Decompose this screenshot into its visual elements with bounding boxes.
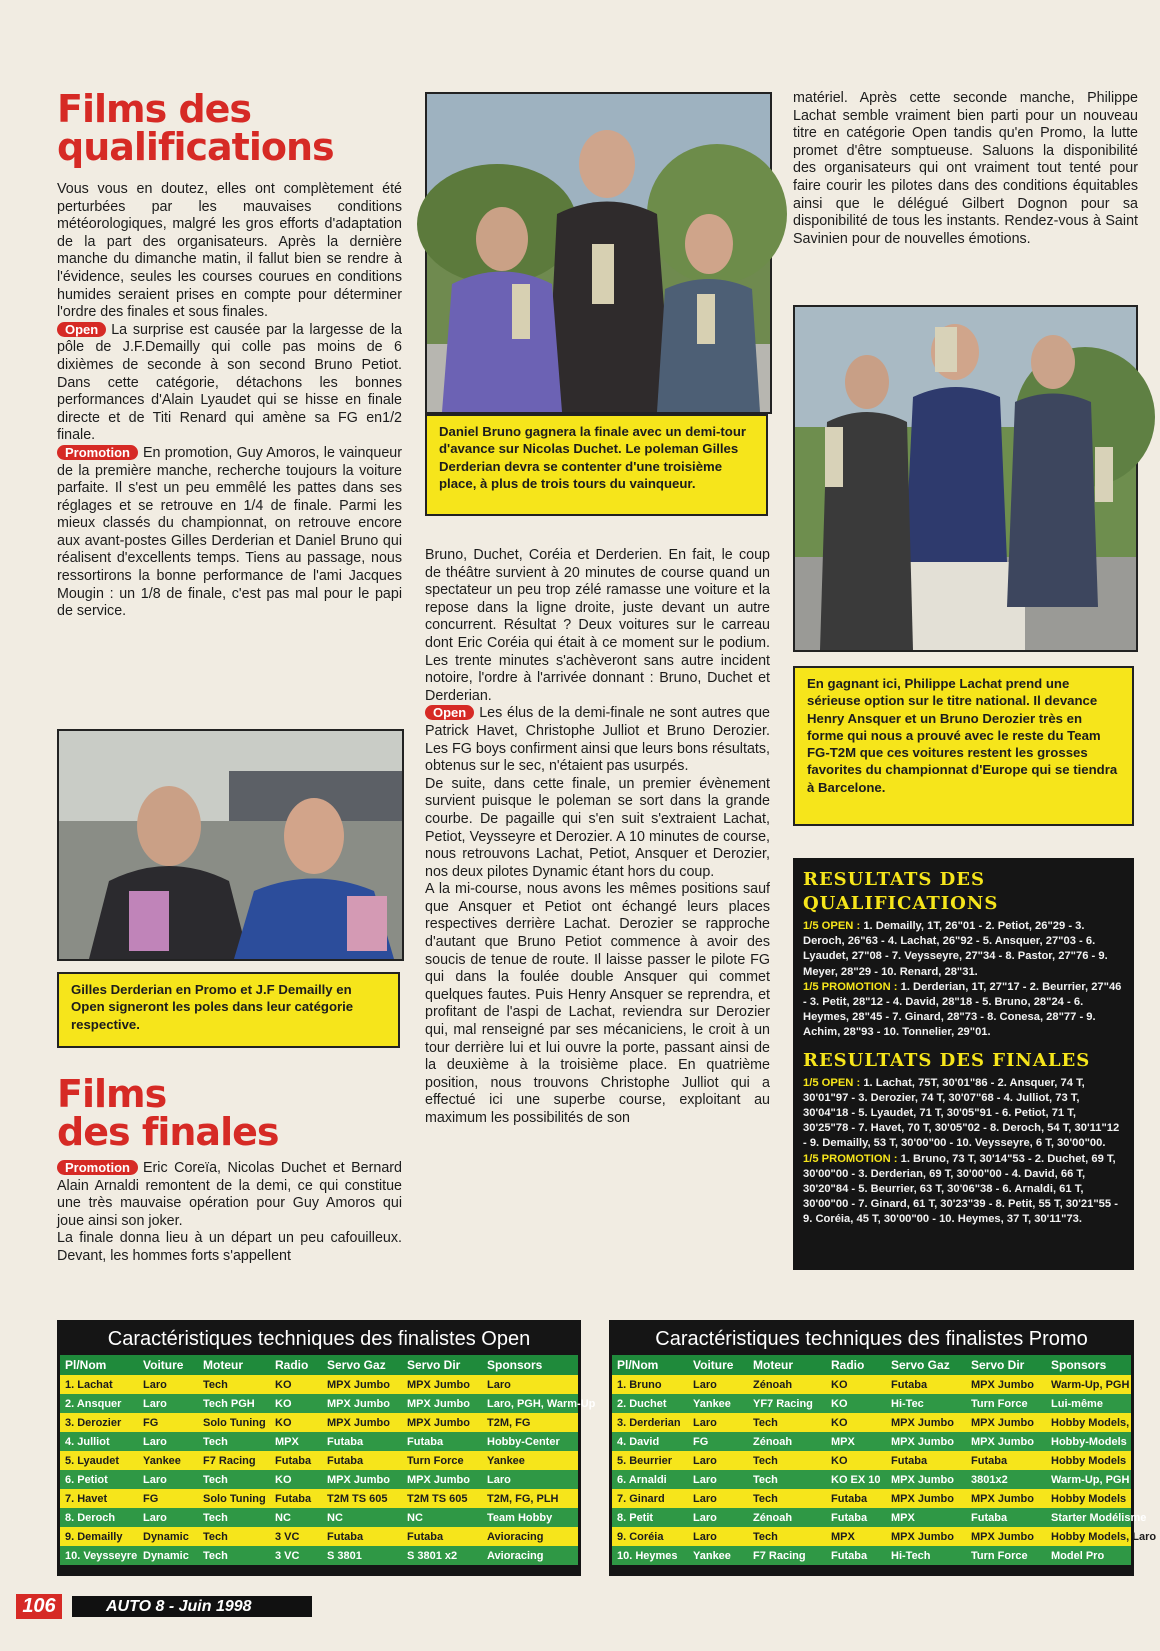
table-cell: Laro <box>138 1508 198 1527</box>
table-cell: 4. David <box>612 1432 688 1451</box>
table-cell: Laro <box>482 1375 578 1394</box>
table-row <box>60 1375 578 1394</box>
table-cell: S 3801 <box>322 1546 402 1565</box>
table-cell: Tech <box>198 1527 270 1546</box>
right-text <box>793 90 1138 248</box>
table-cell: KO EX 10 <box>826 1470 886 1489</box>
column-header: Moteur <box>748 1355 826 1375</box>
open-tag: Open <box>425 705 474 720</box>
table-cell: Yankee <box>138 1451 198 1470</box>
table-cell: KO <box>270 1375 322 1394</box>
promotion-tag: Promotion <box>57 445 138 460</box>
paragraph: Promotion En promotion, Guy Amoros, le vainqueur de la première manche, recherche toujours la voiture parfaite. Il s'est un peu emmêlé les pattes dans ses réglages et se retrouve en 1/4 de finale. Parmi les mieux classés du championnat, on retrouve encore aux avant-postes Gilles Derderian et Daniel Bruno qui réalisent d'excellents temps. Tiens au passage, nous ressortirons la bonne performance de l'ami Jacques Mougin : un 1/8 de finale, c'est pas mal pour le papi de service. <box>57 444 402 620</box>
paragraph: Open Les élus de la demi-finale ne sont autres que Patrick Havet, Christophe Julliot et Bruno Derozier. Les FG boys confirment ainsi que leurs bons résultats, obtenus sur le sec, n'étaient pas usurpés. <box>425 705 770 775</box>
caption-left: Gilles Derderian en Promo et J.F Demailly en Open signeront les poles dans leur catégorie respective. <box>57 972 400 1048</box>
table-cell: MPX Jumbo <box>886 1527 966 1546</box>
paragraph: La finale donna lieu à un départ un peu cafouilleux. Devant, les hommes forts s'appellent <box>57 1230 402 1264</box>
table-cell: 9. Demailly <box>60 1527 138 1546</box>
table-row <box>60 1489 578 1508</box>
table-row <box>60 1451 578 1470</box>
table-cell: Futaba <box>966 1451 1046 1470</box>
table-cell: KO <box>270 1470 322 1489</box>
table-cell: MPX Jumbo <box>886 1432 966 1451</box>
table-cell: 10. Heymes <box>612 1546 688 1565</box>
table-cell: 3. Derozier <box>60 1413 138 1432</box>
table-cell: 3801x2 <box>966 1470 1046 1489</box>
table-cell: Futaba <box>886 1451 966 1470</box>
table-cell: Tech <box>198 1375 270 1394</box>
table-cell: Hobby Models <box>1046 1451 1131 1470</box>
results-open-qual: 1/5 OPEN : 1. Demailly, 1T, 26"01 - 2. Petiot, 26"29 - 3. Deroch, 26"63 - 4. Lachat, 26"92 - 5. Ansquer, 27"03 - 6. Lyaudet, 27"08 - 7. Veysseyre, 27"34 - 8. Pastor, 27"76 - 9. Meyer, 28"29 - 10. Renard, 28"31. <box>803 920 1108 978</box>
table-row <box>60 1470 578 1489</box>
table-cell: KO <box>270 1413 322 1432</box>
middle-text <box>425 547 770 1128</box>
promotion-tag: Promotion <box>57 1160 138 1175</box>
column-header: Voiture <box>138 1355 198 1375</box>
table-row <box>612 1527 1131 1546</box>
table-cell: Tech <box>198 1470 270 1489</box>
table-cell: Warm-Up, PGH <box>1046 1375 1131 1394</box>
table-row <box>612 1432 1131 1451</box>
table-cell: KO <box>826 1375 886 1394</box>
table-cell: Tech <box>198 1432 270 1451</box>
table-cell: Zénoah <box>748 1508 826 1527</box>
table-cell: Dynamic <box>138 1527 198 1546</box>
table-cell: 5. Lyaudet <box>60 1451 138 1470</box>
table-cell: MPX Jumbo <box>322 1394 402 1413</box>
table-cell: Laro <box>138 1394 198 1413</box>
table-cell: Futaba <box>402 1432 482 1451</box>
table-cell: MPX Jumbo <box>966 1527 1046 1546</box>
table-cell: Futaba <box>826 1508 886 1527</box>
table-cell: 3 VC <box>270 1546 322 1565</box>
finales-text <box>57 1160 402 1266</box>
paragraph: A la mi-course, nous avons les mêmes positions sauf que Ansquer et Petiot ont échangé leurs places respectives derrière Lachat. Derozier se rapproche d'autant que Bruno Petiot commence à avoir des soucis de tenue de route. Il laisse passer le pilote FG qui dans la foulée double Ansquer qui commet quelques fautes. Puis Henry Ansquer se reprendra, et profitant de l'aspi de Lachat, reviendra sur Derozier qui, mal renseigné par ses mécaniciens, le croit à un tour derrière lui et lui ouvre la porte, passant ainsi de la deuxième à la troisième place. En quatrième position, nous trouvons Christophe Julliot qui a effectué ici une superbe course, exploitant au maximum les possibilités de son <box>425 881 770 1126</box>
qualifications-text <box>57 181 402 621</box>
table-row <box>612 1508 1131 1527</box>
table-cell: Model Pro <box>1046 1546 1131 1565</box>
table-cell: Yankee <box>688 1546 748 1565</box>
table-cell: 7. Ginard <box>612 1489 688 1508</box>
table-cell: Futaba <box>966 1508 1046 1527</box>
caption-middle: Daniel Bruno gagnera la finale avec un demi-tour d'avance sur Nicolas Duchet. Le poleman Gilles Derderian devra se contenter d'une troisième place, à plus de trois tours du vainqueur. <box>425 414 768 516</box>
table-cell: YF7 Racing <box>748 1394 826 1413</box>
table-cell: MPX Jumbo <box>966 1432 1046 1451</box>
table-cell: MPX Jumbo <box>966 1413 1046 1432</box>
table-row <box>60 1432 578 1451</box>
results-promo-qual: 1/5 PROMOTION : 1. Derderian, 1T, 27"17 - 2. Beurrier, 27"46 - 3. Petit, 28"12 - 4. David, 28"18 - 5. Bruno, 28"24 - 6. Heymes, 28"45 - 7. Ginard, 28"73 - 8. Conesa, 28"77 - 9. Achim, 28"93 - 10. Tonnelier, 29"01. <box>803 980 1122 1039</box>
table-row <box>60 1394 578 1413</box>
table-cell: MPX Jumbo <box>402 1394 482 1413</box>
table-cell: Avioracing <box>482 1527 578 1546</box>
table-cell: MPX Jumbo <box>402 1375 482 1394</box>
results-promo-final: 1/5 PROMOTION : 1. Bruno, 73 T, 30'14"53 - 2. Duchet, 69 T, 30'00"00 - 3. Derderian, 69 T, 30'00"00 - 4. David, 66 T, 30'20"84 - 5. Beurrier, 63 T, 30'06"38 - 6. Arnaldi, 61 T, 30'00"00 - 7. Ginard, 61 T, 30'23"39 - 8. Petit, 55 T, 30'21"55 - 9. Coréia, 45 T, 30'00"00 - 10. Heymes, 37 T, 30'11"73. <box>803 1152 1118 1226</box>
table-open-grid <box>60 1355 596 1565</box>
table-row <box>612 1451 1131 1470</box>
table-cell: Futaba <box>270 1451 322 1470</box>
table-cell: Lui-même <box>1046 1394 1131 1413</box>
column-header: Moteur <box>198 1355 270 1375</box>
table-cell: Tech <box>748 1489 826 1508</box>
table-cell: T2M TS 605 <box>402 1489 482 1508</box>
table-cell: MPX Jumbo <box>322 1375 402 1394</box>
table-cell: Laro <box>482 1470 578 1489</box>
table-cell: Tech <box>748 1470 826 1489</box>
table-cell: Futaba <box>322 1451 402 1470</box>
table-open <box>57 1320 596 1576</box>
table-cell: Laro <box>688 1451 748 1470</box>
table-cell: 2. Ansquer <box>60 1394 138 1413</box>
table-cell: Avioracing <box>482 1546 578 1565</box>
table-cell: Zénoah <box>748 1375 826 1394</box>
table-cell: MPX Jumbo <box>322 1413 402 1432</box>
qualifications-title: Films des qualifications <box>57 87 334 169</box>
table-cell: Team Hobby <box>482 1508 578 1527</box>
table-cell: KO <box>826 1413 886 1432</box>
column-header: Pl/Nom <box>612 1355 688 1375</box>
table-cell: Tech PGH <box>198 1394 270 1413</box>
table-cell: FG <box>138 1489 198 1508</box>
table-cell: MPX Jumbo <box>402 1470 482 1489</box>
table-cell: Futaba <box>402 1527 482 1546</box>
table-cell: Futaba <box>270 1489 322 1508</box>
table-cell: Futaba <box>826 1546 886 1565</box>
paragraph: matériel. Après cette seconde manche, Philippe Lachat semble vraiment bien parti pour un nouveau titre en catégorie Open tandis qu'en Promo, la lutte promet d'être somptueuse. Saluons la disponibilité des organisateurs qui ont vraiment tout tenté pour faire courir les pilotes dans des conditions équitables ainsi que le délégué Gilbert Dognon pour sa disponibilité de tous les instants. Rendez-vous à Saint Savinien pour de nouvelles émotions. <box>793 90 1138 247</box>
table-row <box>612 1375 1131 1394</box>
paragraph: Promotion Eric Coreïa, Nicolas Duchet et Bernard Alain Arnaldi remontent de la demi, ce qui constitue une très mauvaise opération pour Guy Amoros qui joue ainsi son joker. <box>57 1160 402 1229</box>
table-cell: Laro <box>138 1432 198 1451</box>
table-cell: MPX Jumbo <box>886 1413 966 1432</box>
finales-title: Films des finales <box>57 1072 279 1154</box>
photo-podium-promo <box>425 92 772 414</box>
column-header: Servo Dir <box>966 1355 1046 1375</box>
table-promo <box>609 1320 1157 1576</box>
table-cell: 3. Derderian <box>612 1413 688 1432</box>
table-cell: Yankee <box>688 1394 748 1413</box>
table-cell: 10. Veysseyre <box>60 1546 138 1565</box>
table-row <box>60 1508 578 1527</box>
table-cell: Laro <box>688 1508 748 1527</box>
table-cell: Hobby Models <box>1046 1489 1131 1508</box>
table-cell: NC <box>270 1508 322 1527</box>
table-cell: T2M, FG <box>482 1413 578 1432</box>
paragraph: Bruno, Duchet, Coréia et Derderien. En fait, le coup de théâtre survient à 20 minutes de course quand un spectateur un peu trop zélé ramasse une voiture et la repose dans la ligne droite, juste devant un autre concurrent. Résultat ? Deux voitures sur le carreau dont Eric Coréia qui était à ce moment sur le podium. Les trente minutes s'achèveront sans autre incident notoire, l'ordre à l'arrivée donnant : Bruno, Duchet et Derderian. <box>425 547 770 704</box>
open-tag: Open <box>57 322 106 337</box>
table-row <box>612 1489 1131 1508</box>
table-cell: 5. Beurrier <box>612 1451 688 1470</box>
table-row <box>60 1413 578 1432</box>
table-cell: Laro <box>688 1470 748 1489</box>
table-cell: MPX Jumbo <box>322 1470 402 1489</box>
table-cell: 7. Havet <box>60 1489 138 1508</box>
table-cell: Solo Tuning <box>198 1413 270 1432</box>
table-cell: Laro <box>688 1527 748 1546</box>
paragraph: Vous vous en doutez, elles ont complètement été perturbées par les mauvaises conditions météorologiques, malgré les gros efforts d'adaptation de la part des organisateurs. Après la dernière manche du dimanche matin, il fallut bien se rendre à l'évidence, seules les courses courues en conditions humides seraient prises en compte pour déterminer l'ordre des finales et sous finales. <box>57 181 402 321</box>
table-cell: 1. Lachat <box>60 1375 138 1394</box>
page-number: 106 <box>16 1594 62 1619</box>
table-cell: Hi-Tech <box>886 1546 966 1565</box>
table-cell: S 3801 x2 <box>402 1546 482 1565</box>
table-cell: Futaba <box>322 1432 402 1451</box>
table-cell: MPX Jumbo <box>966 1489 1046 1508</box>
column-header: Radio <box>270 1355 322 1375</box>
column-header: Radio <box>826 1355 886 1375</box>
table-row <box>60 1527 578 1546</box>
table-cell: 8. Petit <box>612 1508 688 1527</box>
table-cell: Yankee <box>482 1451 578 1470</box>
table-cell: Hobby Models, <box>1046 1413 1131 1432</box>
table-cell: Solo Tuning <box>198 1489 270 1508</box>
column-header: Servo Dir <box>402 1355 482 1375</box>
column-header: Sponsors <box>1046 1355 1131 1375</box>
table-cell: Turn Force <box>966 1546 1046 1565</box>
table-cell: Laro <box>138 1470 198 1489</box>
table-cell: Turn Force <box>402 1451 482 1470</box>
table-cell: 8. Deroch <box>60 1508 138 1527</box>
table-cell: Laro <box>688 1413 748 1432</box>
column-header: Voiture <box>688 1355 748 1375</box>
paragraph: De suite, dans cette finale, un premier évènement survient puisque le poleman se sort dans la grande courbe. De pagaille qui s'en suit s'extraient Lachat, Petiot, Veysseyre et Derozier. A 10 minutes de course, nous retrouvons Lachat, Petiot, Ansquer et Derozier, nos deux pilotes Dynamic étant hors du coup. <box>425 775 770 880</box>
table-cell: Starter Modélisme <box>1046 1508 1131 1527</box>
photo-derderian-demailly <box>57 729 404 961</box>
table-cell: NC <box>322 1508 402 1527</box>
table-cell: Tech <box>198 1546 270 1565</box>
table-cell: MPX <box>826 1432 886 1451</box>
photo-podium-open <box>793 305 1138 652</box>
table-cell: Laro <box>688 1375 748 1394</box>
column-header: Sponsors <box>482 1355 578 1375</box>
table-cell: F7 Racing <box>198 1451 270 1470</box>
table-cell: Tech <box>748 1527 826 1546</box>
table-cell: MPX <box>826 1527 886 1546</box>
table-promo-title: Caractéristiques techniques des finalistes Promo <box>655 1328 1088 1350</box>
table-cell: 6. Petiot <box>60 1470 138 1489</box>
table-cell: Turn Force <box>966 1394 1046 1413</box>
table-cell: KO <box>826 1451 886 1470</box>
table-row <box>612 1470 1131 1489</box>
table-cell: Zénoah <box>748 1432 826 1451</box>
table-cell: Tech <box>748 1451 826 1470</box>
qualifications-results-title: RESULTATS DES QUALIFICATIONS <box>803 869 999 914</box>
table-cell: Hobby-Models <box>1046 1432 1131 1451</box>
table-cell: Futaba <box>886 1375 966 1394</box>
table-cell: MPX <box>270 1432 322 1451</box>
table-cell: Warm-Up, PGH <box>1046 1470 1131 1489</box>
table-cell: 3 VC <box>270 1527 322 1546</box>
table-cell: Tech <box>198 1508 270 1527</box>
table-cell: Hi-Tec <box>886 1394 966 1413</box>
column-header: Servo Gaz <box>322 1355 402 1375</box>
table-cell: Futaba <box>322 1527 402 1546</box>
results-box <box>793 858 1134 1270</box>
finals-results-title: RESULTATS DES FINALES <box>803 1049 1091 1071</box>
column-header: Servo Gaz <box>886 1355 966 1375</box>
table-promo-grid <box>612 1355 1157 1565</box>
table-cell: KO <box>270 1394 322 1413</box>
table-cell: Futaba <box>826 1489 886 1508</box>
table-cell: F7 Racing <box>748 1546 826 1565</box>
table-row <box>60 1546 578 1565</box>
table-cell: MPX Jumbo <box>886 1470 966 1489</box>
table-cell: 9. Coréia <box>612 1527 688 1546</box>
table-cell: MPX Jumbo <box>402 1413 482 1432</box>
table-cell: 4. Julliot <box>60 1432 138 1451</box>
table-cell: FG <box>138 1413 198 1432</box>
table-cell: 6. Arnaldi <box>612 1470 688 1489</box>
table-cell: MPX Jumbo <box>966 1375 1046 1394</box>
table-cell: Dynamic <box>138 1546 198 1565</box>
table-cell: T2M TS 605 <box>322 1489 402 1508</box>
table-cell: Laro <box>138 1375 198 1394</box>
paragraph: Open La surprise est causée par la largesse de la pôle de J.F.Demailly qui colle pas moins de 6 dixièmes de seconde à son second Bruno Petiot. Dans cette catégorie, détachons les bonnes performances d'Alain Lyaudet qui se hisse en finale directe et de Titi Renard qui amène sa FG en1/2 finale. <box>57 321 402 444</box>
column-header: Pl/Nom <box>60 1355 138 1375</box>
table-cell: FG <box>688 1432 748 1451</box>
table-cell: MPX Jumbo <box>886 1489 966 1508</box>
table-cell: Hobby-Center <box>482 1432 578 1451</box>
table-row <box>612 1546 1131 1565</box>
table-row <box>612 1394 1131 1413</box>
table-cell: Tech <box>748 1413 826 1432</box>
table-open-title: Caractéristiques techniques des finalistes Open <box>107 1328 531 1350</box>
results-open-final: 1/5 OPEN : 1. Lachat, 75T, 30'01"86 - 2. Ansquer, 74 T, 30'01"97 - 3. Derozier, 74 T, 30'07"68 - 4. Julliot, 73 T, 30'04"18 - 5. Lyaudet, 71 T, 30'05"91 - 6. Petiot, 71 T, 30'25"78 - 7. Havet, 70 T, 30'05"02 - 8. Deroch, 54 T, 30'11"12 - 9. Demailly, 53 T, 30'00"00 - 10. Veysseyre, 6 T, 30'00"00. <box>803 1076 1120 1150</box>
table-cell: KO <box>826 1394 886 1413</box>
table-cell: Laro <box>688 1489 748 1508</box>
table-cell: MPX <box>886 1508 966 1527</box>
table-cell: Laro, PGH, Warm-Up <box>482 1394 578 1413</box>
table-cell: 1. Bruno <box>612 1375 688 1394</box>
table-cell: 2. Duchet <box>612 1394 688 1413</box>
caption-right: En gagnant ici, Philippe Lachat prend une sérieuse option sur le titre national. Il devance Henry Ansquer et un Bruno Derozier très en forme qui nous a prouvé avec le reste du Team FG-T2M que ces voitures restent les grosses favorites du championnat d'Europe qui se tiendra à Barcelone. <box>793 666 1134 826</box>
table-row <box>612 1413 1131 1432</box>
table-cell: T2M, FG, PLH <box>482 1489 578 1508</box>
magazine-issue: AUTO 8 - Juin 1998 <box>72 1596 312 1617</box>
table-cell: NC <box>402 1508 482 1527</box>
table-cell: Hobby Models, Laro <box>1046 1527 1131 1546</box>
